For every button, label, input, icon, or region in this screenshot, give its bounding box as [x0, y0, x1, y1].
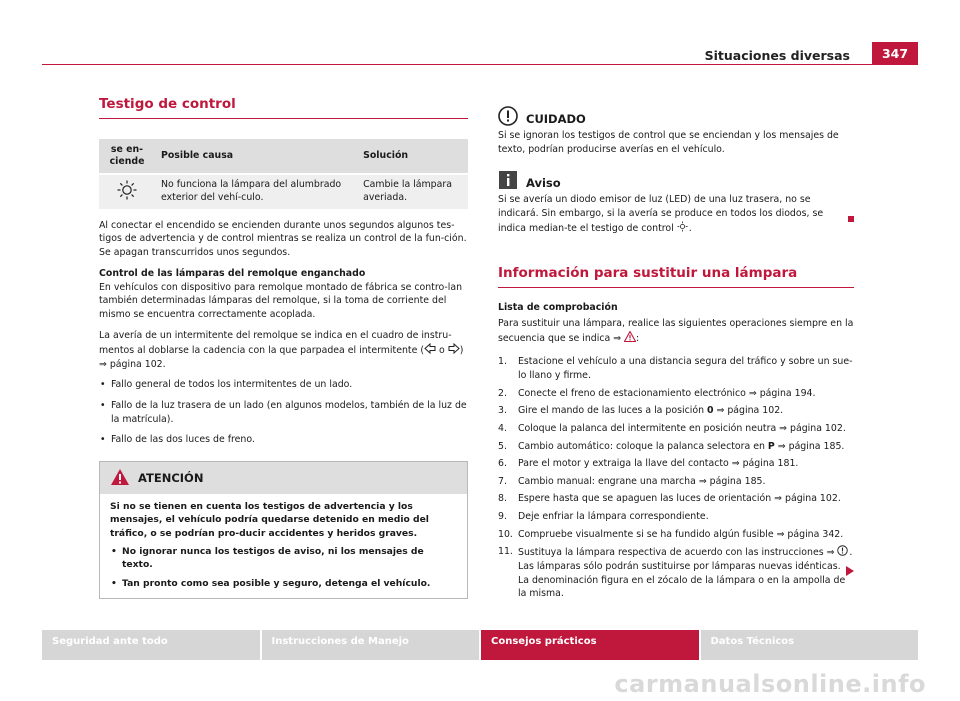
table-header-cause: Posible causa: [155, 139, 357, 174]
caution-text: Si se ignoran los testigos de control que se enciendan y los mensajes de texto, podrían producirse averías en el vehículo.: [498, 130, 839, 155]
list-item: • No ignorar nunca los testigos de aviso, ni los mensajes de texto.: [110, 545, 457, 572]
tab-consejos[interactable]: Consejos prácticos: [481, 630, 699, 660]
continue-arrow: [846, 566, 854, 576]
checklist-intro: [498, 317, 854, 345]
footer-nav: [42, 630, 918, 660]
header-rule: [42, 64, 918, 65]
blinker-text-or: o: [436, 345, 448, 357]
warning-triangle-icon: [624, 331, 636, 342]
list-item: 2. Conecte el freno de estacionamiento electrónico ⇒ página 194.: [498, 387, 816, 399]
section-end-marker: [848, 216, 854, 222]
caution-icon: [837, 545, 849, 556]
list-item: • Fallo general de todos los intermitentes de un lado.: [99, 378, 468, 392]
warning-box: [99, 461, 468, 599]
table-cell-cause: No funciona la lámpara del alumbrado exterior del vehí-culo.: [155, 174, 357, 209]
indicator-table: [99, 139, 468, 209]
turn-right-icon: [448, 343, 460, 354]
list-item: 10. Compruebe visualmente si se ha fundido algún fusible ⇒ página 342.: [498, 528, 844, 540]
lamp-fault-icon: [677, 221, 689, 232]
list-item: 4. Coloque la palanca del intermitente en posición neutra ⇒ página 102.: [498, 422, 846, 434]
tab-instrucciones[interactable]: Instrucciones de Manejo: [262, 630, 480, 660]
paragraph-ignition: Al conectar el encendido se encienden durante unos segundos algunos tes-tigos de advertencia y de control mientras se realiza un control de la fun-ción. Se apagan transcurridos unos segundos.: [99, 219, 467, 258]
section-title-testigo: Testigo de control: [99, 96, 468, 119]
paragraph-blinker: [99, 329, 468, 371]
list-item: 9. Deje enfriar la lámpara correspondiente.: [498, 511, 709, 522]
warning-triangle-icon: [110, 468, 130, 488]
table-row: [99, 174, 468, 209]
warning-text: Si no se tienen en cuenta los testigos de advertencia y los mensajes, el vehículo podría quedarse detenido en medio del tráfico, o se podrían pro-ducir accidentes y heridos graves.: [110, 500, 429, 539]
watermark-strip: [0, 672, 960, 701]
left-column: [99, 96, 468, 599]
list-item: 1. Estacione el vehículo a una distancia segura del tráfico y sobre un sue-lo llano y firme.: [498, 356, 853, 381]
list-item: • Fallo de las dos luces de freno.: [99, 433, 468, 447]
list-item: 7. Cambio manual: engrane una marcha ⇒ página 185.: [498, 475, 766, 487]
warning-title: ATENCIÓN: [138, 470, 204, 485]
note-text: [498, 193, 854, 235]
blinker-text-b: ): [459, 345, 464, 357]
note-text-end: .: [688, 222, 692, 234]
tab-seguridad[interactable]: Seguridad ante todo: [42, 630, 260, 660]
paragraph-trailer: En vehículos con dispositivo para remolque montado de fábrica se contro-lan también determinadas lámparas del remolque, si la toma de corriente del mismo se encuentra correctamente acoplada.: [99, 281, 463, 320]
blinker-text-a: La avería de un intermitente del remolque se indica en el cuadro de instru-mentos al doblarse la cadencia con la que parpadea el intermitente (: [99, 330, 452, 357]
table-header-solution: Solución: [357, 139, 468, 174]
right-column: [498, 104, 854, 601]
checklist-steps: [498, 355, 854, 600]
table-header-light: se en- ciende: [99, 139, 155, 174]
list-item: 3. Gire el mando de las luces a la posición 0 ⇒ página 102.: [498, 405, 784, 417]
checklist-intro-text: Para sustituir una lámpara, realice las siguientes operaciones siempre en la secuencia que se indica ⇒: [498, 318, 854, 344]
subheading-checklist: Lista de comprobación: [498, 302, 618, 314]
page-ref-link[interactable]: ⇒ página 102.: [99, 358, 166, 370]
table-cell-solution: Cambie la lámpara averiada.: [357, 174, 468, 209]
list-item: • Tan pronto como sea posible y seguro, detenga el vehículo.: [110, 577, 457, 590]
note-text-body: Si se avería un diodo emisor de luz (LED) de una luz trasera, no se indicará. Sin embargo, si la avería se produce en todos los diodos, se indica median-te el testigo de control: [498, 194, 824, 234]
running-header: Situaciones diversas: [704, 48, 850, 63]
caution-icon: [498, 106, 518, 126]
list-item: 5. Cambio automático: coloque la palanca selectora en P ⇒ página 185.: [498, 440, 845, 452]
caution-title: CUIDADO: [526, 112, 586, 126]
turn-left-icon: [424, 343, 436, 354]
section-title-lamp: Información para sustituir una lámpara: [498, 265, 854, 288]
list-item: 11. Sustituya la lámpara respectiva de acuerdo con las instrucciones ⇒ . Las lámparas sólo podrán sustituirse por lámparas nuevas idénticas. La denominación figura en el zócalo de la lámpara o en la ampolla de la misma.: [498, 546, 853, 600]
list-item: • Fallo de la luz trasera de un lado (en algunos modelos, también de la luz de la matrícula).: [99, 399, 468, 426]
list-item: 6. Pare el motor y extraiga la llave del contacto ⇒ página 181.: [498, 458, 799, 470]
note-title: Aviso: [526, 176, 561, 191]
tab-datos[interactable]: Datos Técnicos: [701, 630, 919, 660]
watermark: carmanualsonline.info: [614, 670, 926, 698]
lamp-fault-icon: [116, 179, 138, 201]
info-icon: [498, 170, 518, 190]
subheading-trailer: Control de las lámparas del remolque enganchado: [99, 267, 366, 279]
list-item: 8. Espere hasta que se apaguen las luces de orientación ⇒ página 102.: [498, 493, 841, 505]
checklist-intro-end: :: [636, 332, 640, 344]
page-number: 347: [872, 42, 918, 65]
